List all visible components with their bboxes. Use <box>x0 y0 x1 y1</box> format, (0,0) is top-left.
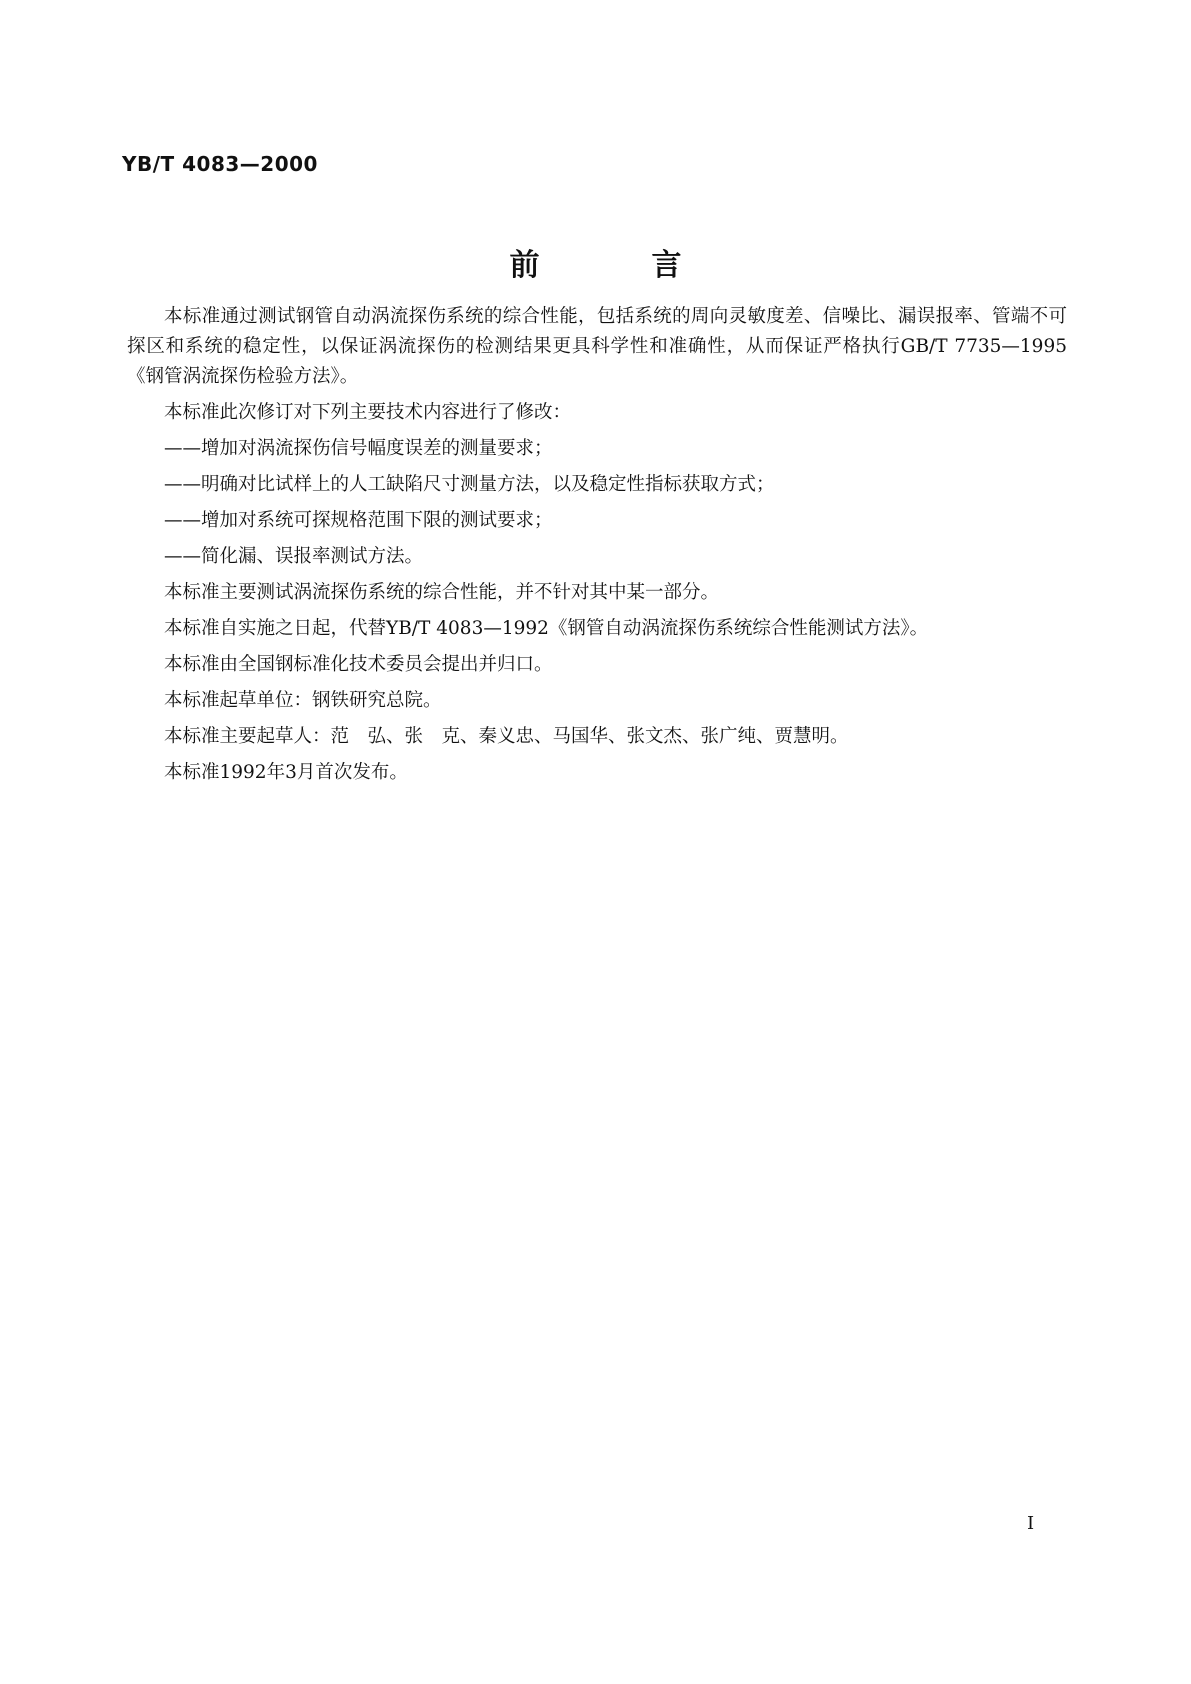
paragraph-replaces: 本标准自实施之日起，代替YB/T 4083—1992《钢管自动涡流探伤系统综合性能测试方法》。 <box>164 618 929 639</box>
paragraph-proposed-by: 本标准由全国钢标准化技术委员会提出并归口。 <box>164 654 553 675</box>
page-title: 前言 <box>509 248 794 283</box>
list-item-revision-2: ——明确对比试样上的人工缺陷尺寸测量方法，以及稳定性指标获取方式； <box>164 474 775 495</box>
list-item-revision-4: ——简化漏、误报率测试方法。 <box>164 546 424 567</box>
list-item-revision-1: ——增加对涡流探伤信号幅度误差的测量要求； <box>164 438 553 459</box>
page-number: I <box>1027 1513 1035 1534</box>
paragraph-first-issue: 本标准1992年3月首次发布。 <box>164 762 408 783</box>
paragraph-drafting-unit: 本标准起草单位：钢铁研究总院。 <box>164 690 442 711</box>
paragraph-intro: 本标准通过测试钢管自动涡流探伤系统的综合性能，包括系统的周向灵敏度差、信噪比、漏误报率、管端不可探区和系统的稳定性，以保证涡流探伤的检测结果更具科学性和准确性，从而保证严格执行GB/T 7735—1995《钢管涡流探伤检验方法》。 <box>127 306 1067 387</box>
list-item-revision-3: ——增加对系统可探规格范围下限的测试要求； <box>164 510 553 531</box>
preface-body <box>127 302 1067 794</box>
paragraph-scope: 本标准主要测试涡流探伤系统的综合性能，并不针对其中某一部分。 <box>164 582 720 603</box>
paragraph-drafters: 本标准主要起草人：范 弘、张 克、秦义忠、马国华、张文杰、张广纯、贾慧明。 <box>164 726 849 747</box>
document-code: YB/T 4083—2000 <box>122 152 318 176</box>
paragraph-revision: 本标准此次修订对下列主要技术内容进行了修改： <box>164 402 572 423</box>
